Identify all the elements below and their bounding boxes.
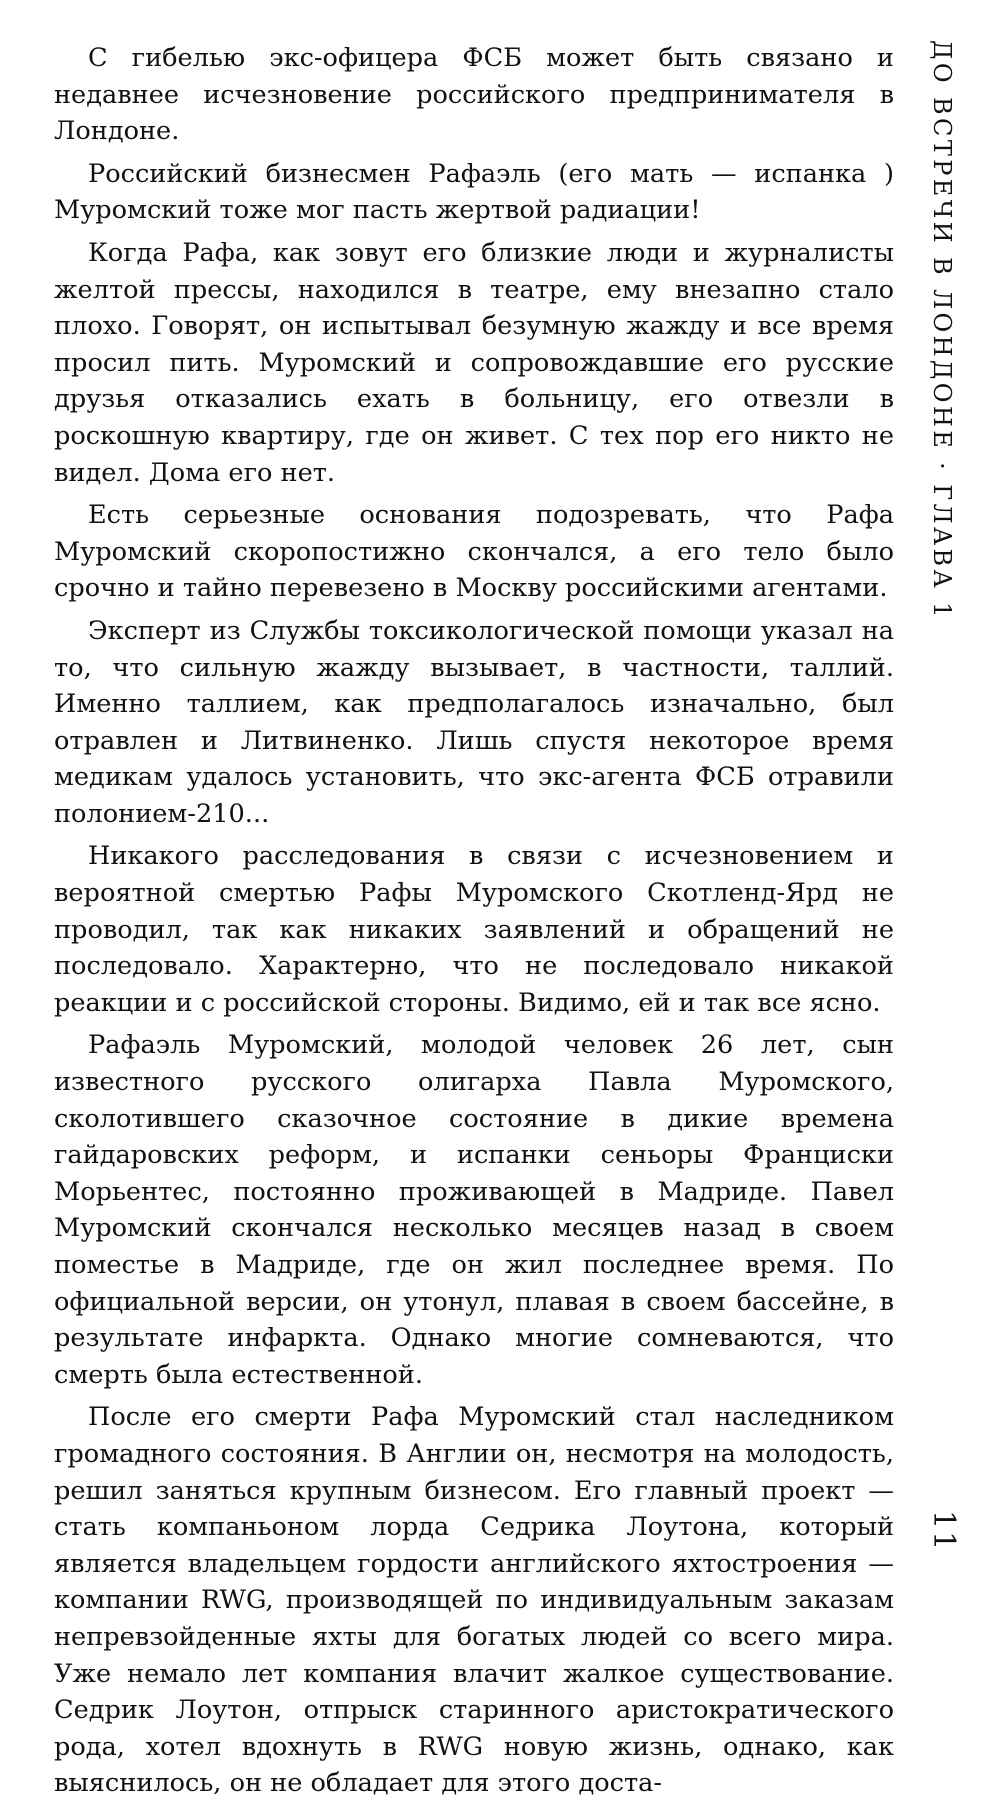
paragraph-3: Когда Рафа, как зовут его близкие люди и журналисты желтой прессы, находился в театре, ему внезапно стало плохо. Говорят, он испытывал безумную жажду и все время просил пить. Муромский и сопровождавшие его русские друзья отказались ехать в больницу, его отвезли в роскошную квартиру, где он живет. С тех пор его никто не видел. Дома его нет.: [54, 237, 894, 488]
paragraph-7: Рафаэль Муромский, молодой человек 26 лет, сын известного русского олигарха Павла Муромского, сколотившего сказочное состояние в дикие времена гайдаровских реформ, и испанки сеньоры Франциски Морьентес, постоянно проживающей в Мадриде. Павел Муромский скончался несколько месяцев назад в своем поместье в Мадриде, где он жил последнее время. По официальной версии, он утонул, плавая в своем бассейне, в результате инфаркта. Однако многие сомневаются, что смерть была естественной.: [54, 1030, 894, 1390]
running-head: ДО ВСТРЕЧИ В ЛОНДОНЕ · ГЛАВА 1: [928, 40, 956, 621]
page-number: 11: [926, 1510, 961, 1553]
paragraph-1: С гибелью экс-офицера ФСБ может быть связано и недавнее исчезновение российского предпринимателя в Лондоне.: [54, 43, 894, 147]
paragraph-2: Российский бизнесмен Рафаэль (его мать — испанка ) Муромский тоже мог пасть жертвой радиации!: [54, 158, 894, 226]
body-text: [54, 40, 894, 1802]
paragraph-4: Есть серьезные основания подозревать, что Рафа Муромский скоропостижно скончался, а его тело было срочно и тайно перевезено в Москву российскими агентами.: [54, 500, 894, 604]
paragraph-6: Никакого расследования в связи с исчезновением и вероятной смертью Рафы Муромского Скотленд-Ярд не проводил, так как никаких заявлений и обращений не последовало. Характерно, что не последовало никакой реакции и с российской стороны. Видимо, ей и так все ясно.: [54, 841, 894, 1018]
paragraph-5: Эксперт из Службы токсикологической помощи указал на то, что сильную жажду вызывает, в частности, таллий. Именно таллием, как предполагалось изначально, был отравлен и Литвиненко. Лишь спустя некоторое время медикам удалось установить, что экс-агента ФСБ отравили полонием-210...: [54, 615, 894, 829]
paragraph-8: После его смерти Рафа Муромский стал наследником громадного состояния. В Англии он, несмотря на молодость, решил заняться крупным бизнесом. Его главный проект — стать компаньоном лорда Седрика Лоутона, который является владельцем гордости английского яхтостроения — компании RWG, производящей по индивидуальным заказам непревзойденные яхты для богатых людей со всего мира. Уже немало лет компания влачит жалкое существование. Седрик Лоутон, отпрыск старинного аристократического рода, хотел вдохнуть в RWG новую жизнь, однако, как выяснилось, он не обладает для этого доста-: [54, 1402, 894, 1799]
